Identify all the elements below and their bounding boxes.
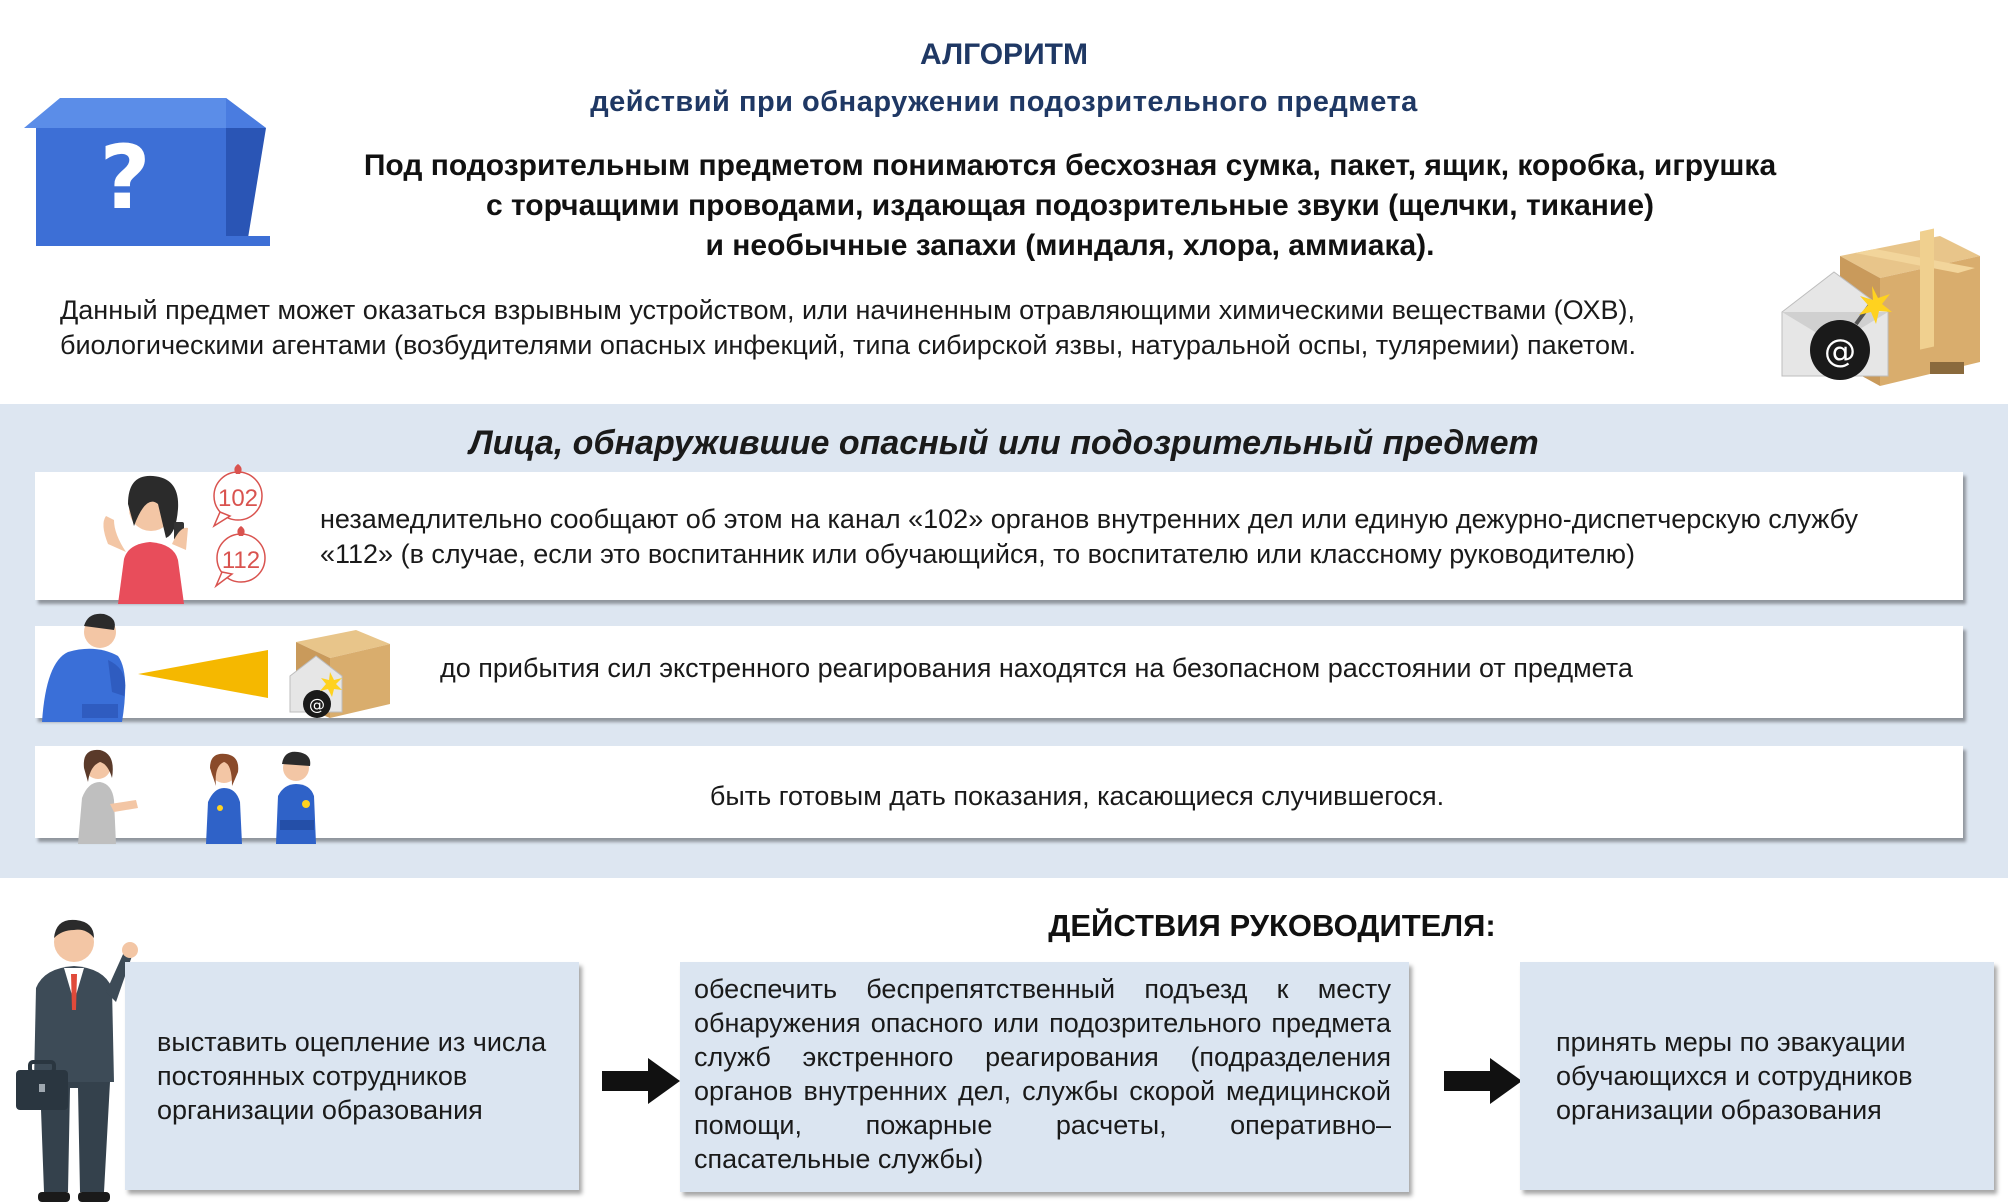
definition-line-2: с торчащими проводами, издающая подозрительные звуки (щелчки, тикание) bbox=[485, 189, 1655, 222]
svg-text:?: ? bbox=[99, 126, 151, 229]
woman-calling-icon bbox=[88, 464, 278, 604]
manager-action-1-text: выставить оцепление из числа постоянных сотрудников организации образования bbox=[157, 1027, 547, 1125]
definition-line-3: и необычные запахи (миндаля, хлора, аммиака). bbox=[705, 229, 1435, 262]
question-box-icon bbox=[20, 96, 270, 248]
algorithm-title: АЛГОРИТМ bbox=[920, 38, 1088, 71]
step-testimony-text: быть готовым дать показания, касающиеся случившегося. bbox=[709, 781, 1445, 811]
businessman-icon bbox=[12, 912, 142, 1204]
step-report-text: незамедлительно сообщают об этом на канал «102» органов внутренних дел или единую дежурно-диспетчерскую службу «112» (в случае, если это воспитанник или обучающийся, то воспитателю или классному руководителю) bbox=[320, 504, 1858, 569]
persons-section-title: Лица, обнаружившие опасный или подозрительный предмет bbox=[469, 424, 1539, 462]
svg-text:@: @ bbox=[309, 695, 325, 714]
danger-description: Данный предмет может оказаться взрывным устройством, или начиненным отравляющими химическими веществами (ОХВ), биологическими агентами (возбудителями опасных инфекций, типа сибирской язвы, натуральной оспы, туляремии) пакетом. bbox=[60, 295, 1637, 360]
suspicious-parcel-icon bbox=[1780, 216, 1990, 392]
step-distance-text: до прибытия сил экстренного реагирования находятся на безопасном расстоянии от предмета bbox=[440, 653, 1633, 683]
manager-section-title: ДЕЙСТВИЯ РУКОВОДИТЕЛЯ: bbox=[1048, 908, 1496, 943]
right-arrow-icon bbox=[1444, 1058, 1522, 1104]
algorithm-subtitle: действий при обнаружении подозрительного предмета bbox=[590, 86, 1418, 118]
safe-distance-icon bbox=[38, 612, 398, 722]
definition-line-1: Под подозрительным предметом понимаются бесхозная сумка, пакет, ящик, коробка, игрушка bbox=[363, 149, 1777, 182]
definition-text bbox=[250, 146, 1890, 266]
manager-action-2-text: обеспечить беспрепятственный подъезд к месту обнаружения опасного или подозрительного предмета служб экстренного реагирования (подразделения органов внутренних дел, службы скорой медицинской помощи, пожарные расчеты, оперативно–спасательные службы) bbox=[694, 974, 1391, 1174]
manager-action-3-text: принять меры по эвакуации обучающихся и сотрудников организации образования bbox=[1556, 1027, 1913, 1125]
bubble-102: 102 bbox=[217, 485, 259, 512]
bubble-112: 112 bbox=[221, 547, 261, 574]
svg-text:@: @ bbox=[1824, 332, 1856, 370]
right-arrow-icon bbox=[602, 1058, 680, 1104]
